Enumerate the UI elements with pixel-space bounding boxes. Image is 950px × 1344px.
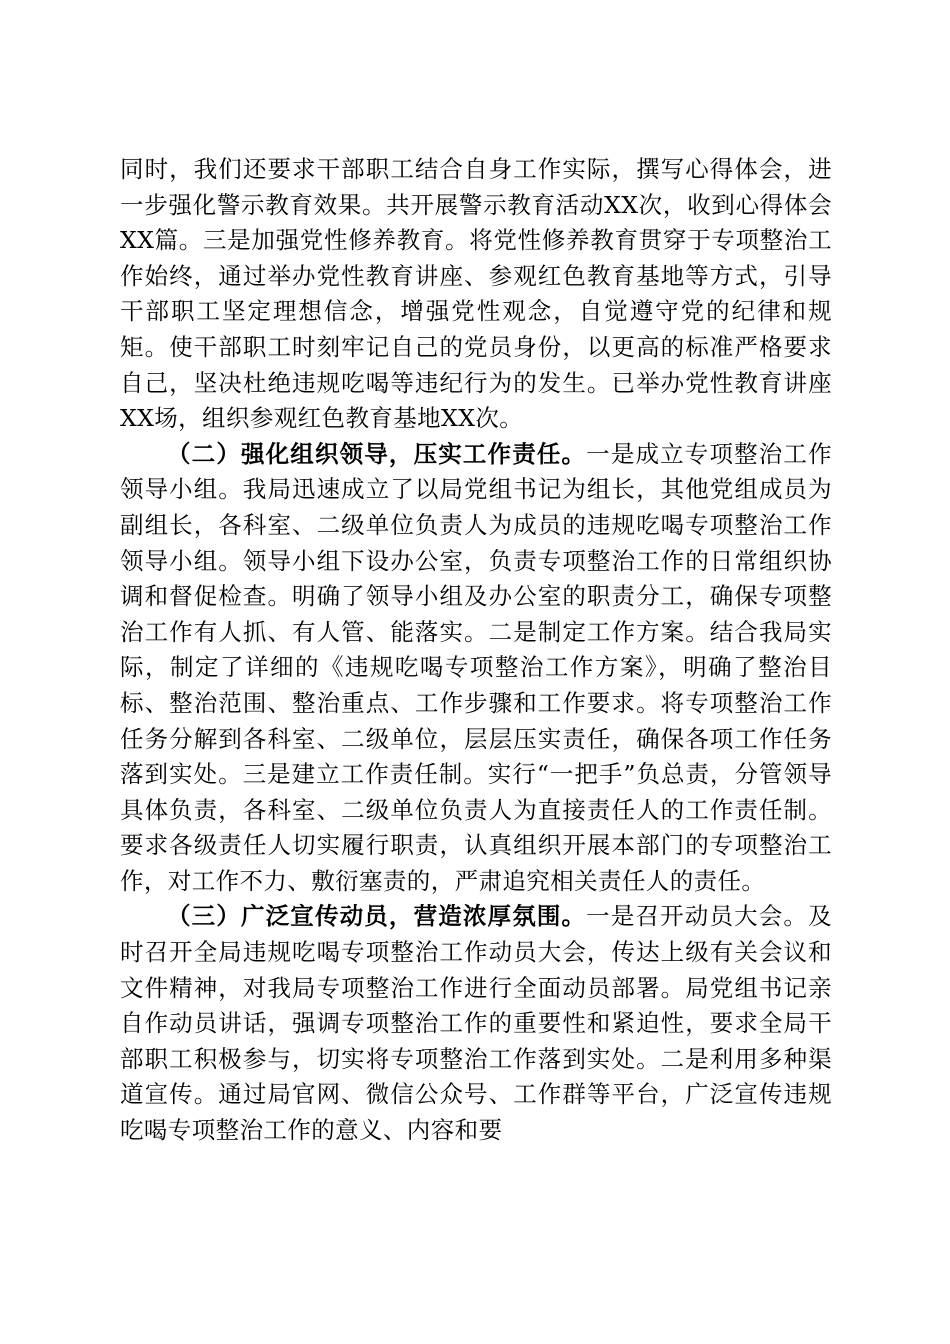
- paragraph-3-body: 一是召开动员大会。及时召开全局违规吃喝专项整治工作动员大会，传达上级有关会议和文件精神，对我局专项整治工作进行全面动员部署。局党组书记亲自作动员讲话，强调专项整治工作的重要性和紧迫性，要求全局干部职工积极参与，切实将专项整治工作落到实处。二是利用多种渠道宣传。通过局官网、微信公众号、工作群等平台，广泛宣传违规吃喝专项整治工作的意义、内容和要: [120, 902, 832, 1145]
- section-heading-3: （三）广泛宣传动员，营造浓厚氛围。: [167, 902, 587, 931]
- paragraph-2: [120, 437, 832, 900]
- paragraph-1: [120, 152, 832, 437]
- section-heading-2: （二）强化组织领导，压实工作责任。: [167, 439, 587, 468]
- paragraph-2-body: 一是成立专项整治工作领导小组。我局迅速成立了以局党组书记为组长，其他党组成员为副组长，各科室、二级单位负责人为成员的违规吃喝专项整治工作领导小组。领导小组下设办公室，负责专项整治工作的日常组织协调和督促检查。明确了领导小组及办公室的职责分工，确保专项整治工作有人抓、有人管、能落实。二是制定工作方案。结合我局实际，制定了详细的《违规吃喝专项整治工作方案》，明确了整治目标、整治范围、整治重点、工作步骤和工作要求。将专项整治工作任务分解到各科室、二级单位，层层压实责任，确保各项工作任务落到实处。三是建立工作责任制。实行“一把手”负总责，分管领导具体负责，各科室、二级单位负责人为直接责任人的工作责任制。要求各级责任人切实履行职责，认真组织开展本部门的专项整治工作，对工作不力、敷衍塞责的，严肃追究相关责任人的责任。: [120, 439, 832, 895]
- document-page: [120, 152, 832, 1149]
- paragraph-3: [120, 899, 832, 1148]
- paragraph-1-body: 同时，我们还要求干部职工结合自身工作实际，撰写心得体会，进一步强化警示教育效果。共开展警示教育活动XX次，收到心得体会XX篇。三是加强党性修养教育。将党性修养教育贯穿于专项整治工作始终，通过举办党性教育讲座、参观红色教育基地等方式，引导干部职工坚定理想信念，增强党性观念，自觉遵守党的纪律和规矩。使干部职工时刻牢记自己的党员身份，以更高的标准严格要求自己，坚决杜绝违规吃喝等违纪行为的发生。已举办党性教育讲座XX场，组织参观红色教育基地XX次。: [120, 155, 832, 433]
